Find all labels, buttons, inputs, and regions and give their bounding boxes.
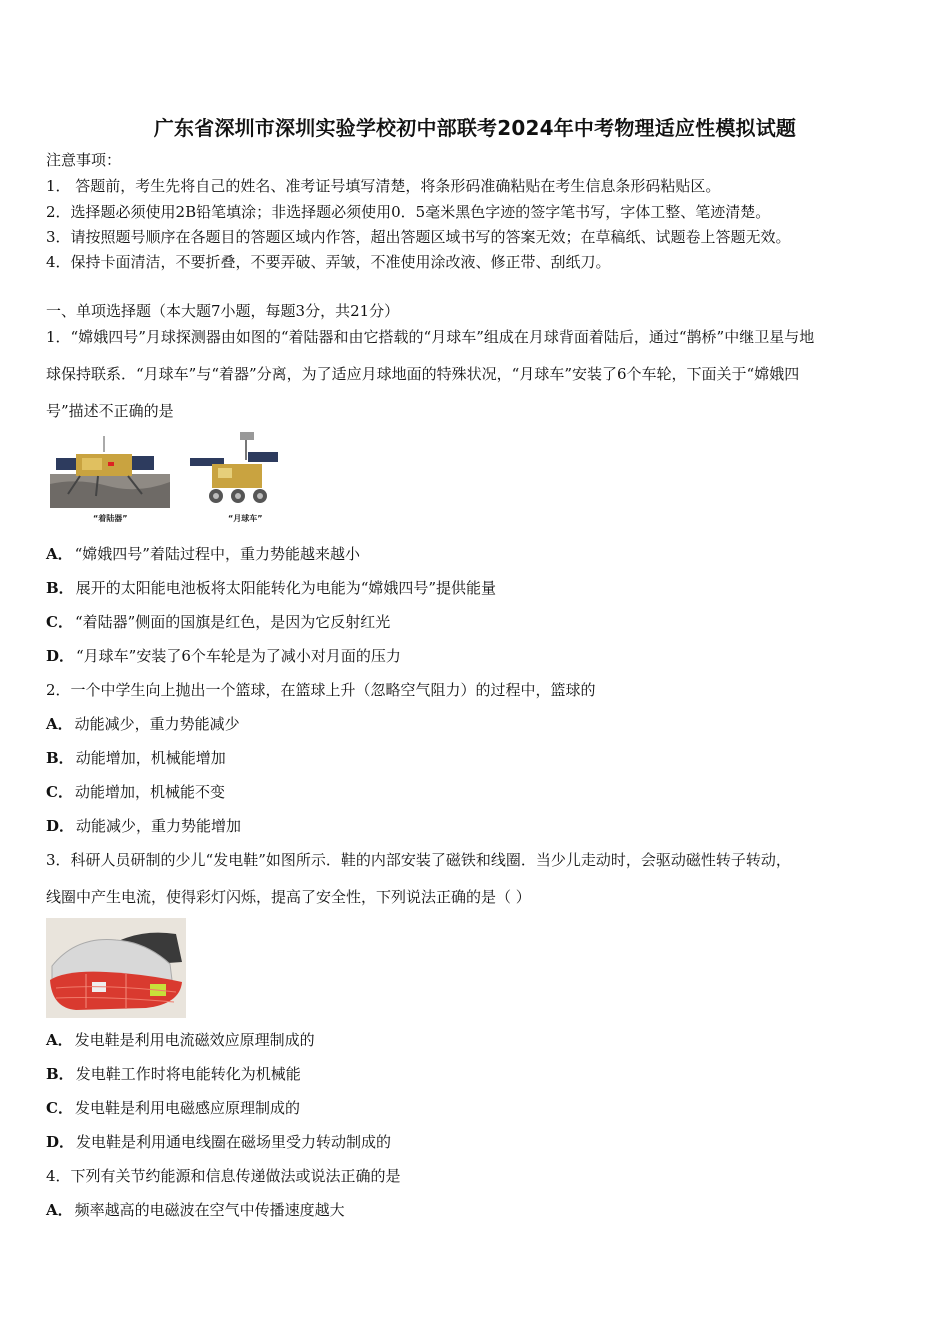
q1-option-b: B． 展开的太阳能电池板将太阳能转化为电能为“嫦娥四号”提供能量 bbox=[46, 579, 497, 597]
q4-stem: 4．下列有关节约能源和信息传递做法或说法正确的是 bbox=[46, 1167, 401, 1185]
q1-option-c: C． “着陆器”侧面的国旗是红色，是因为它反射红光 bbox=[46, 613, 391, 631]
q2-option-a: A． 动能减少，重力势能减少 bbox=[46, 715, 240, 733]
notice-item-2: 2．选择题必须使用2B铅笔填涂；非选择题必须使用0．5毫米黑色字迹的签字笔书写，字体工整、笔迹清楚。 bbox=[46, 203, 771, 221]
section-heading: 一、单项选择题（本大题7小题，每题3分，共21分） bbox=[46, 302, 400, 320]
q3-stem-line-1: 3．科研人员研制的少儿“发电鞋”如图所示．鞋的内部安装了磁铁和线圈．当少儿走动时，会驱动磁性转子转动， bbox=[46, 851, 791, 869]
page-title: 广东省深圳市深圳实验学校初中部联考2024年中考物理适应性模拟试题 bbox=[153, 116, 797, 140]
q1-stem-line-3: 号”描述不正确的是 bbox=[46, 402, 174, 420]
q2-stem: 2．一个中学生向上抛出一个篮球，在篮球上升（忽略空气阻力）的过程中，篮球的 bbox=[46, 681, 596, 699]
lander-image bbox=[48, 432, 172, 512]
q1-option-a: A． “嫦娥四号”着陆过程中，重力势能越来越小 bbox=[46, 545, 360, 563]
q2-option-d: D． 动能减少，重力势能增加 bbox=[46, 817, 242, 835]
lander-caption: “着陆器” bbox=[93, 514, 128, 523]
q3-stem-line-2: 线圈中产生电流，使得彩灯闪烁，提高了安全性，下列说法正确的是（ ） bbox=[46, 888, 531, 906]
power-shoe-image bbox=[46, 918, 186, 1018]
q1-stem-line-2: 球保持联系．“月球车”与“着器”分离，为了适应月球地面的特殊状况，“月球车”安装了6个车轮，下面关于“嫦娥四 bbox=[46, 365, 800, 383]
rover-image bbox=[186, 430, 282, 514]
q1-stem-line-1: 1．“嫦娥四号”月球探测器由如图的“着陆器和由它搭载的“月球车”组成在月球背面着陆后，通过“鹊桥”中继卫星与地 bbox=[46, 328, 815, 346]
q3-option-b: B． 发电鞋工作时将电能转化为机械能 bbox=[46, 1065, 301, 1083]
rover-caption: “月球车” bbox=[228, 514, 263, 523]
q3-option-a: A． 发电鞋是利用电流磁效应原理制成的 bbox=[46, 1031, 315, 1049]
q3-option-d: D． 发电鞋是利用通电线圈在磁场里受力转动制成的 bbox=[46, 1133, 392, 1151]
q3-option-c: C． 发电鞋是利用电磁感应原理制成的 bbox=[46, 1099, 300, 1117]
q2-option-c: C． 动能增加，机械能不变 bbox=[46, 783, 225, 801]
notice-heading: 注意事项： bbox=[46, 151, 122, 169]
q4-option-a: A． 频率越高的电磁波在空气中传播速度越大 bbox=[46, 1201, 345, 1219]
q1-option-d: D． “月球车”安装了6个车轮是为了减小对月面的压力 bbox=[46, 647, 401, 665]
notice-item-3: 3．请按照题号顺序在各题目的答题区域内作答，超出答题区域书写的答案无效；在草稿纸、试题卷上答题无效。 bbox=[46, 228, 791, 246]
notice-item-4: 4．保持卡面清洁，不要折叠，不要弄破、弄皱，不准使用涂改液、修正带、刮纸刀。 bbox=[46, 253, 611, 271]
notice-item-1: 1． 答题前，考生先将自己的姓名、准考证号填写清楚，将条形码准确粘贴在考生信息条形码粘贴区。 bbox=[46, 177, 721, 195]
q2-option-b: B． 动能增加，机械能增加 bbox=[46, 749, 226, 767]
